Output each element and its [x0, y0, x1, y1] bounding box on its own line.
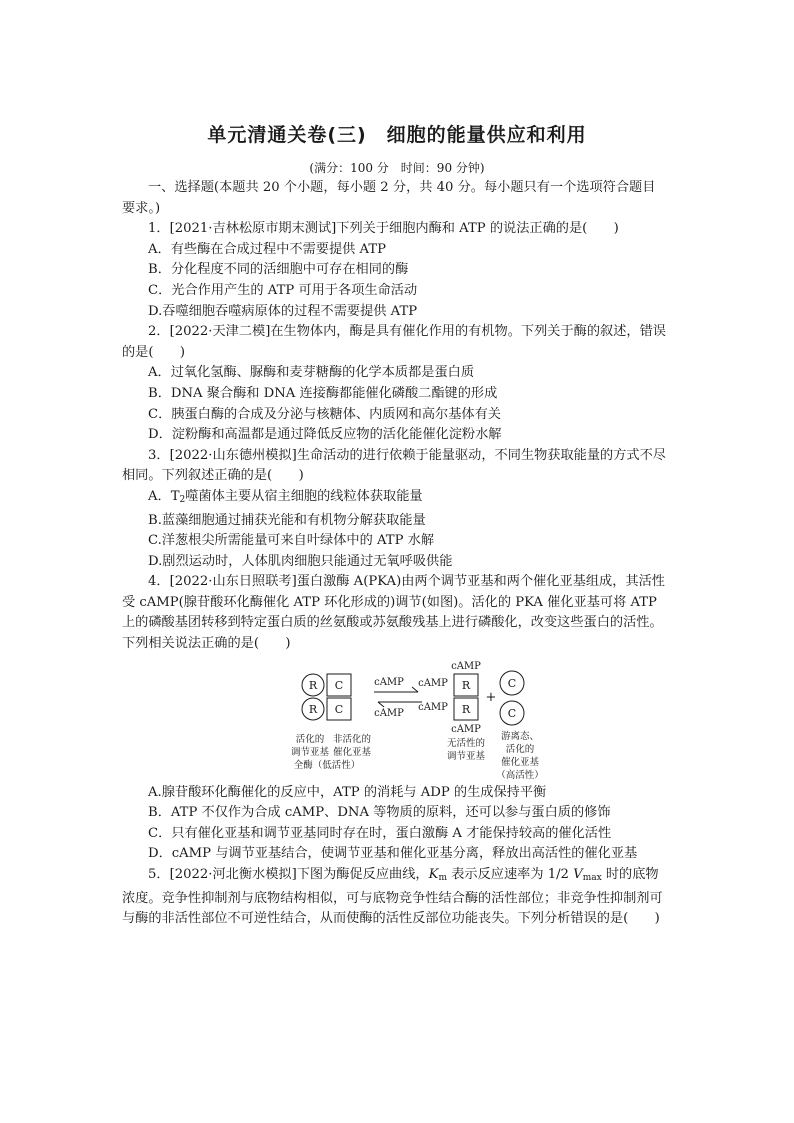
caption-nonactivated: 非活化的: [332, 733, 372, 745]
question-2-option-c: C．胰蛋白酶的合成及分泌与核糖体、内质网和高尔基体有关: [148, 406, 501, 422]
caption-inactive: 无活性的: [446, 737, 486, 749]
camp-label-left-bottom: cAMP: [374, 707, 404, 719]
question-2-option-a: A．过氧化氢酶、脲酶和麦芽糖酶的化学本质都是蛋白质: [148, 365, 475, 381]
question-4-option-a: A.腺苷酸环化酶催化的反应中，ATP 的消耗与 ADP 的生成保持平衡: [148, 784, 547, 800]
r-label-1: R: [308, 678, 318, 692]
caption-regulatory: 调节亚基: [290, 746, 330, 758]
plus-sign: +: [485, 689, 497, 705]
q3-a-rest: 噬菌体主要从宿主细胞的线粒体获取能量: [185, 488, 423, 504]
c-label-1: C: [334, 678, 344, 692]
caption-inactive-regulatory: 调节亚基: [446, 750, 486, 762]
caption-holoenzyme: 全酶（低活性）: [293, 759, 361, 771]
question-2-option-d: D．淀粉酶和高温都是通过降低反应物的活化能催化淀粉水解: [148, 427, 502, 443]
q5-vmax-subscript: max: [582, 873, 602, 884]
q5-stem-part-3: 时的底物浓度。竞争性抑制剂与底物结构相似，可与底物竞争性结合酶的活性部位；非竞争性抑制剂可与酶的非活性部位不可逆性结合，从而使酶的活性反部位功能丧失。下列分析错误的是( ): [122, 867, 663, 927]
pka-diagram-svg: [122, 657, 667, 781]
forward-arrow-head: [412, 687, 418, 692]
question-2-stem: 2．[2022·天津二模]在生物体内，酶是具有催化作用的有机物。下列关于酶的叙述，错误的是( ): [122, 324, 666, 360]
page-title: 单元清通关卷(三) 细胞的能量供应和利用: [207, 124, 587, 146]
q3-a-prefix: A．T: [148, 488, 180, 504]
camp-label-mid-bottom: cAMP: [418, 701, 448, 713]
camp-label-left-top: cAMP: [374, 676, 404, 688]
r-label-3: R: [461, 678, 471, 692]
question-3-option-d: D.剧烈运动时，人体肌肉细胞只能通过无氧呼吸供能: [148, 553, 453, 569]
c-label-3: C: [507, 676, 517, 690]
question-4-option-b: B．ATP 不仅作为合成 cAMP、DNA 等物质的原料，还可以参与蛋白质的修饰: [148, 805, 611, 821]
camp-label-bottom: cAMP: [451, 723, 481, 735]
caption-high-activity: （高活性）: [496, 769, 544, 781]
r-label-2: R: [308, 702, 318, 716]
caption-catalytic: 催化亚基: [332, 746, 372, 758]
pka-diagram: [122, 657, 667, 781]
caption-free: 游离态、: [500, 730, 540, 742]
caption-catalytic-right: 催化亚基: [500, 756, 540, 768]
q5-km-subscript: m: [438, 873, 448, 884]
question-5-stem: [122, 865, 667, 930]
caption-activated: 活化的: [295, 733, 325, 745]
q3-a-subscript: 2: [179, 494, 186, 505]
q5-stem-part-2: 表示反应速率为 1/2: [447, 867, 574, 883]
question-4-option-c: C．只有催化亚基和调节亚基同时存在时，蛋白激酶 A 才能保持较高的催化活性: [148, 825, 612, 841]
question-1-option-d: D.吞噬细胞吞噬病原体的过程不需要提供 ATP: [148, 303, 418, 319]
question-2-option-b: B．DNA 聚合酶和 DNA 连接酶都能催化磷酸二酯键的形成: [148, 385, 498, 401]
c-label-2: C: [334, 702, 344, 716]
question-1-option-a: A．有些酶在合成过程中不需要提供 ATP: [148, 241, 386, 257]
q5-vmax-symbol: V: [573, 867, 583, 883]
section-intro: 一、选择题(本题共 20 个小题，每小题 2 分，共 40 分。每小题只有一个选项符合题目要求。): [122, 180, 656, 216]
camp-label-top: cAMP: [451, 660, 481, 672]
exam-body: [122, 178, 667, 930]
question-3-option-c: C.洋葱根尖所需能量可来自叶绿体中的 ATP 水解: [148, 533, 435, 549]
q5-stem-part-1: 5．[2022·河北衡水模拟]下图为酶促反应曲线，: [148, 867, 429, 883]
r-label-4: R: [461, 702, 471, 716]
question-1-stem: 1．[2021·吉林松原市期末测试]下列关于细胞内酶和 ATP 的说法正确的是( ): [148, 221, 619, 237]
question-3-option-b: B.蓝藻细胞通过捕获光能和有机物分解获取能量: [148, 512, 426, 528]
caption-activated-right: 活化的: [505, 743, 535, 755]
c-label-4: C: [507, 706, 517, 720]
reverse-arrow-head: [378, 702, 384, 707]
question-1-option-b: B．分化程度不同的活细胞中可存在相同的酶: [148, 262, 409, 278]
question-4-option-d: D．cAMP 与调节亚基结合，使调节亚基和催化亚基分离，释放出高活性的催化亚基: [148, 846, 638, 862]
question-3-option-a: [122, 487, 667, 511]
camp-label-mid-top: cAMP: [418, 677, 448, 689]
question-1-option-c: C．光合作用产生的 ATP 可用于各项生命活动: [148, 282, 418, 298]
score-time-info: (满分：100 分 时间：90 分钟): [309, 161, 485, 175]
q5-km-symbol: K: [428, 867, 439, 883]
question-4-stem: 4．[2022·山东日照联考]蛋白激酶 A(PKA)由两个调节亚基和两个催化亚基组成，其活性受 cAMP(腺苷酸环化酶催化 ATP 环化形成的)调节(如图)。活化的 PKA 催化亚基可将 ATP 上的磷酸基团转移到特定蛋白质的丝氨酸或苏氨酸残基上进行磷酸化，改变这些蛋白的活性。下列相关说法正确的是( ): [122, 574, 665, 652]
question-3-stem: 3．[2022·山东德州模拟]生命活动的进行依赖于能量驱动，不同生物获取能量的方式不尽相同。下列叙述正确的是( ): [122, 447, 666, 484]
